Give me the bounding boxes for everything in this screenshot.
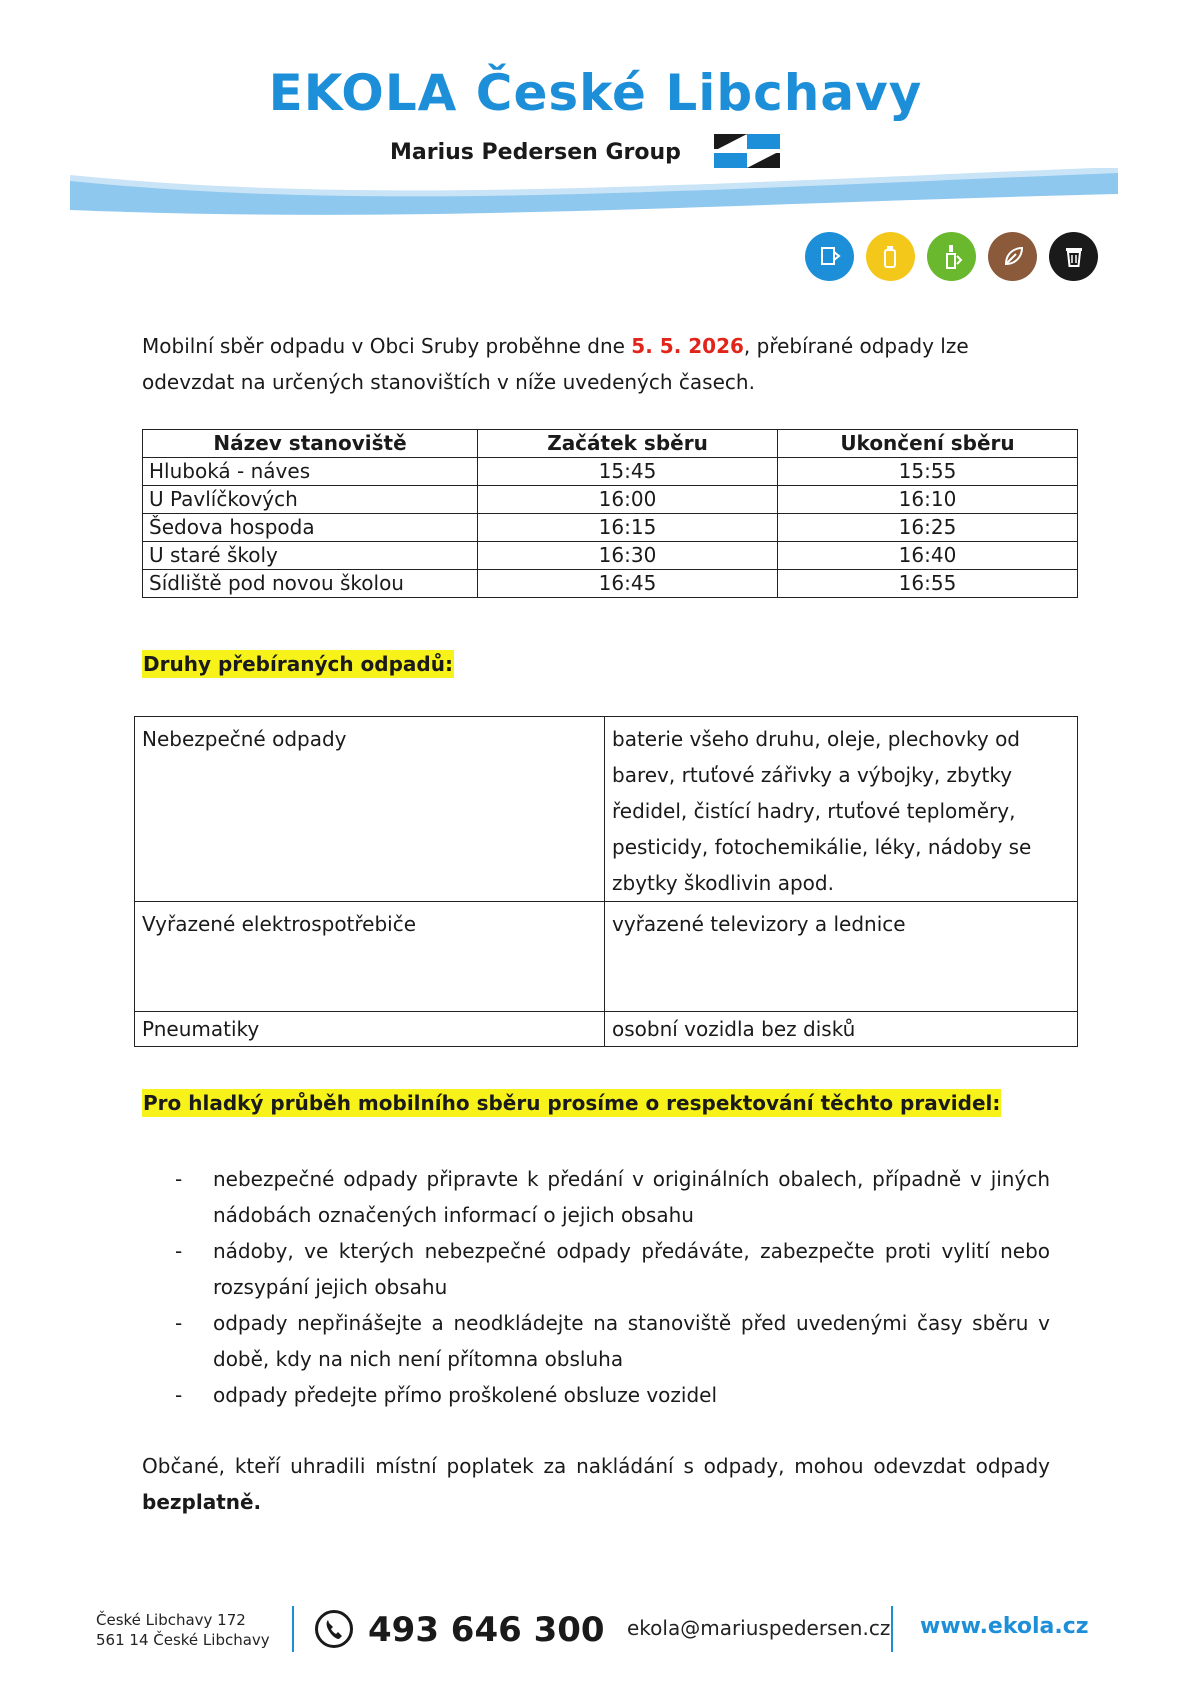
table-row <box>143 458 1078 486</box>
waste-category-cell: Vyřazené elektrospotřebiče <box>135 902 605 1012</box>
schedule-table <box>142 429 1078 598</box>
table-row <box>143 570 1078 598</box>
footer-divider <box>891 1606 893 1652</box>
intro-paragraph <box>142 328 1052 400</box>
location-cell: U Pavlíčkových <box>143 486 478 514</box>
list-item <box>175 1233 1050 1305</box>
table-row <box>135 902 1078 1012</box>
waste-types-table <box>134 716 1078 1047</box>
header-wave-decoration <box>70 168 1120 234</box>
column-header-start: Začátek sběru <box>478 430 778 458</box>
end-time-cell: 16:55 <box>778 570 1078 598</box>
column-header-end: Ukončení sběru <box>778 430 1078 458</box>
rule-text: nádoby, ve kterých nebezpečné odpady předáváte, zabezpečte proti vylití nebo rozsypání jejich obsahu <box>213 1239 1050 1299</box>
footer-website[interactable]: www.ekola.cz <box>920 1614 1089 1639</box>
end-time-cell: 16:10 <box>778 486 1078 514</box>
brand-title: EKOLA České Libchavy <box>268 64 923 122</box>
waste-description-cell: osobní vozidla bez disků <box>605 1012 1078 1047</box>
list-item <box>175 1161 1050 1233</box>
table-row <box>143 486 1078 514</box>
paper-recycling-icon <box>805 232 854 281</box>
rules-heading: Pro hladký průběh mobilního sběru prosíme o respektování těchto pravidel: <box>143 1091 1001 1115</box>
schedule-header-row <box>143 430 1078 458</box>
plastic-recycling-icon <box>866 232 915 281</box>
end-time-cell: 16:40 <box>778 542 1078 570</box>
address-line-2: 561 14 České Libchavy <box>96 1631 270 1649</box>
list-item <box>175 1305 1050 1377</box>
table-row <box>135 1012 1078 1047</box>
rule-text: nebezpečné odpady připravte k předání v originálních obalech, případně v jiných nádobách označených informací o jejich obsahu <box>213 1167 1050 1227</box>
waste-types-heading: Druhy přebíraných odpadů: <box>143 652 453 676</box>
closing-paragraph <box>142 1448 1050 1520</box>
footer-address <box>96 1610 270 1650</box>
glass-recycling-icon <box>927 232 976 281</box>
column-header-location: Název stanoviště <box>143 430 478 458</box>
intro-text-after: , přebírané odpady lze odevzdat na určených stanovištích v níže uvedených časech. <box>142 334 969 394</box>
location-cell: Hluboká - náves <box>143 458 478 486</box>
start-time-cell: 16:45 <box>478 570 778 598</box>
list-dash: - <box>175 1239 183 1263</box>
collection-date: 5. 5. 2026 <box>631 334 744 358</box>
location-cell: Sídliště pod novou školou <box>143 570 478 598</box>
list-dash: - <box>175 1311 183 1335</box>
address-line-1: České Libchavy 172 <box>96 1611 246 1629</box>
footer-email[interactable]: ekola@mariuspedersen.cz <box>627 1616 891 1640</box>
start-time-cell: 15:45 <box>478 458 778 486</box>
end-time-cell: 16:25 <box>778 514 1078 542</box>
list-item <box>175 1377 1050 1413</box>
bio-waste-icon <box>988 232 1037 281</box>
waste-description-cell: baterie všeho druhu, oleje, plechovky od barev, rtuťové zářivky a výbojky, zbytky ředidel, čistící hadry, rtuťové teploměry, pesticidy, fotochemikálie, léky, nádoby se zbytky škodlivin apod. <box>605 717 1078 902</box>
waste-description-cell: vyřazené televizory a lednice <box>605 902 1078 1012</box>
rule-text: odpady předejte přímo proškolené obsluze vozidel <box>213 1383 718 1407</box>
waste-type-icons <box>805 232 1098 281</box>
intro-text-before: Mobilní sběr odpadu v Obci Sruby proběhne dne <box>142 334 632 358</box>
phone-icon <box>314 1609 354 1649</box>
location-cell: Šedova hospoda <box>143 514 478 542</box>
footer-phone[interactable]: 493 646 300 <box>368 1610 605 1650</box>
footer-divider <box>292 1606 294 1652</box>
closing-free-text: bezplatně. <box>142 1490 262 1514</box>
list-dash: - <box>175 1383 183 1407</box>
waste-category-cell: Pneumatiky <box>135 1012 605 1047</box>
end-time-cell: 15:55 <box>778 458 1078 486</box>
start-time-cell: 16:15 <box>478 514 778 542</box>
table-row <box>143 514 1078 542</box>
closing-text: Občané, kteří uhradili místní poplatek za nakládání s odpady, mohou odevzdat odpady <box>142 1454 1050 1478</box>
start-time-cell: 16:00 <box>478 486 778 514</box>
list-dash: - <box>175 1167 183 1191</box>
rule-text: odpady nepřinášejte a neodkládejte na stanoviště před uvedenými časy sběru v době, kdy na nich není přítomna obsluha <box>213 1311 1050 1371</box>
brand-subtitle: Marius Pedersen Group <box>390 140 681 165</box>
location-cell: U staré školy <box>143 542 478 570</box>
marius-pedersen-flag-logo <box>714 134 780 168</box>
table-row <box>143 542 1078 570</box>
waste-category-cell: Nebezpečné odpady <box>135 717 605 902</box>
start-time-cell: 16:30 <box>478 542 778 570</box>
table-row <box>135 717 1078 902</box>
mixed-waste-bin-icon <box>1049 232 1098 281</box>
rules-list <box>175 1161 1050 1413</box>
